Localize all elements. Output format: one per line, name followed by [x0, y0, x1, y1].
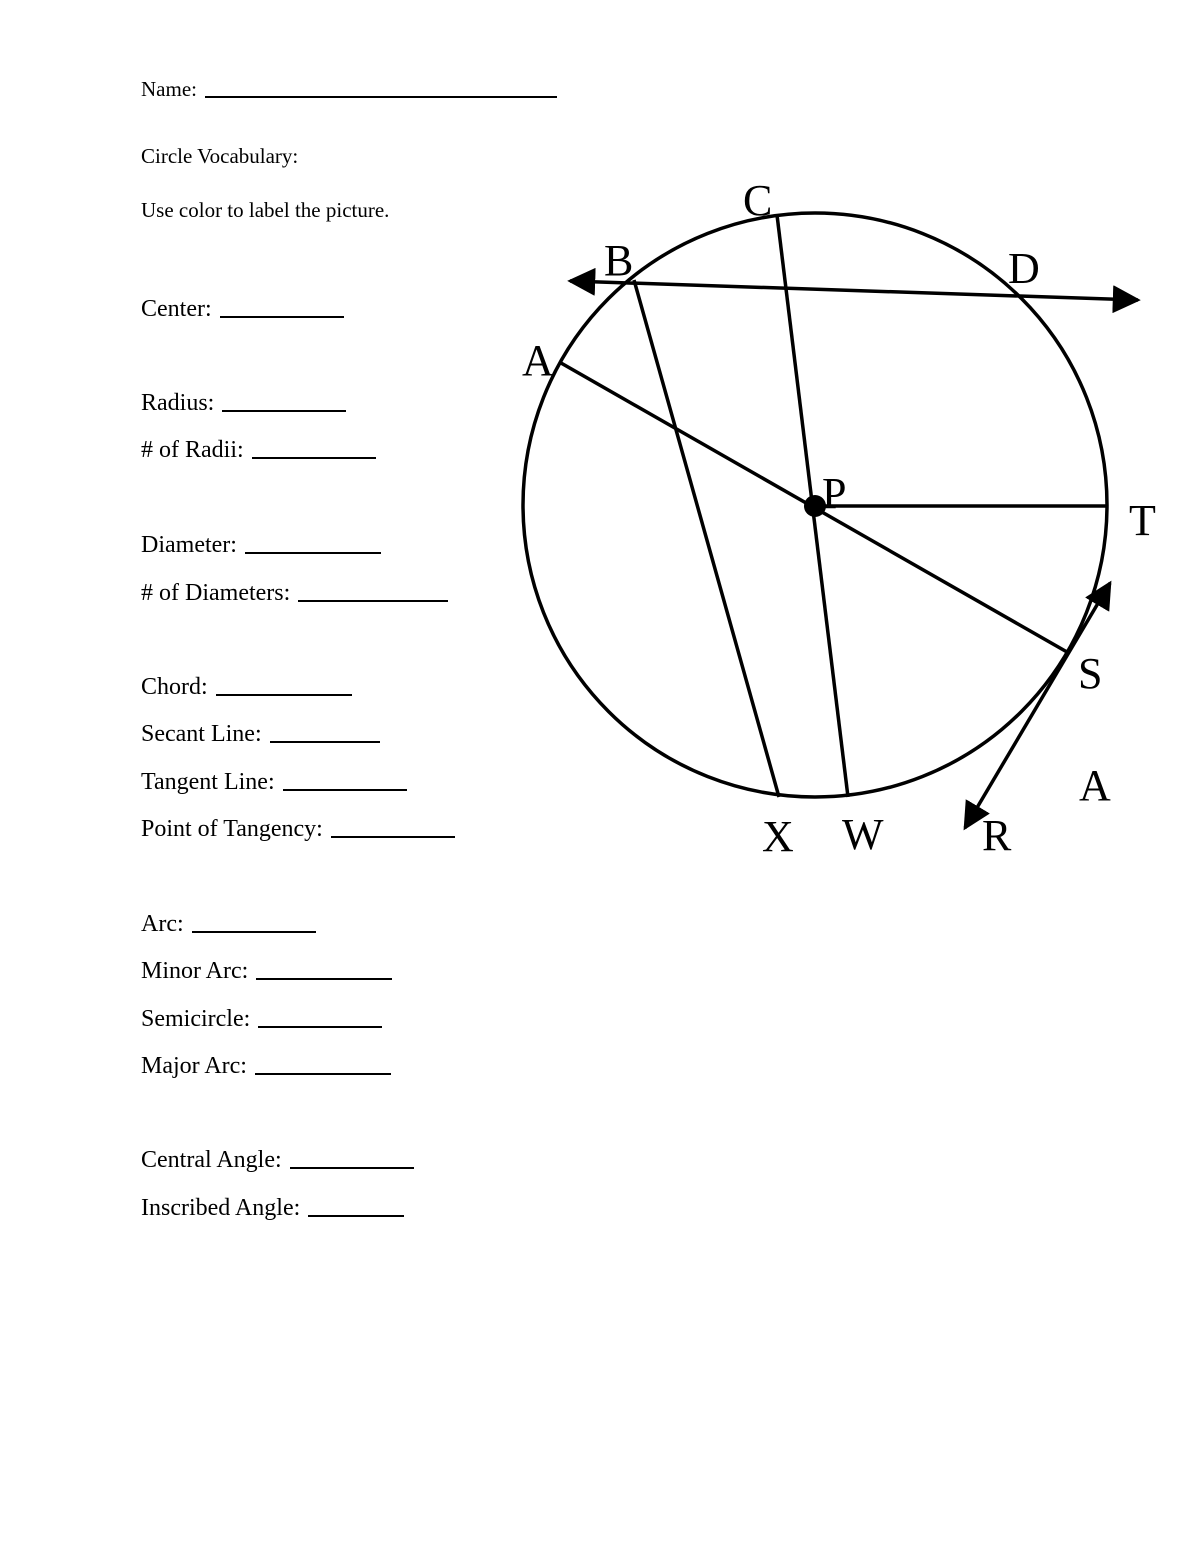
term-radius-label: Radius: — [141, 390, 215, 416]
section-title: Circle Vocabulary: — [141, 144, 299, 168]
label-p: P — [822, 469, 847, 518]
term-semicircle-label: Semicircle: — [141, 1006, 251, 1032]
label-s: S — [1078, 649, 1103, 698]
instruction-text: Use color to label the picture. — [141, 198, 390, 222]
term-center-label: Center: — [141, 296, 212, 322]
term-chord-label: Chord: — [141, 674, 208, 700]
label-w: W — [842, 810, 884, 859]
term-tangent-line-label: Tangent Line: — [141, 769, 275, 795]
term-secant-line-label: Secant Line: — [141, 721, 262, 747]
chord-bx — [634, 280, 779, 797]
label-a-top: A — [522, 336, 554, 385]
term-central-angle-label: Central Angle: — [141, 1147, 282, 1173]
label-c: C — [743, 176, 773, 225]
label-t: T — [1129, 496, 1156, 545]
term-major-arc-label: Major Arc: — [141, 1053, 247, 1079]
label-b: B — [604, 236, 634, 285]
term-diameter-label: Diameter: — [141, 532, 237, 558]
name-label: Name: — [141, 77, 197, 101]
term-minor-arc-label: Minor Arc: — [141, 958, 249, 984]
label-r: R — [982, 811, 1012, 860]
term-inscribed-angle-label: Inscribed Angle: — [141, 1195, 301, 1221]
label-d: D — [1008, 244, 1040, 293]
label-a-side: A — [1079, 761, 1111, 810]
secant-line-bd — [570, 281, 1138, 300]
term-num-diameters-label: # of Diameters: — [141, 580, 291, 606]
label-x: X — [762, 812, 794, 861]
term-arc-label: Arc: — [141, 911, 184, 937]
term-point-of-tangency-label: Point of Tangency: — [141, 816, 323, 842]
term-num-radii-label: # of Radii: — [141, 437, 244, 463]
